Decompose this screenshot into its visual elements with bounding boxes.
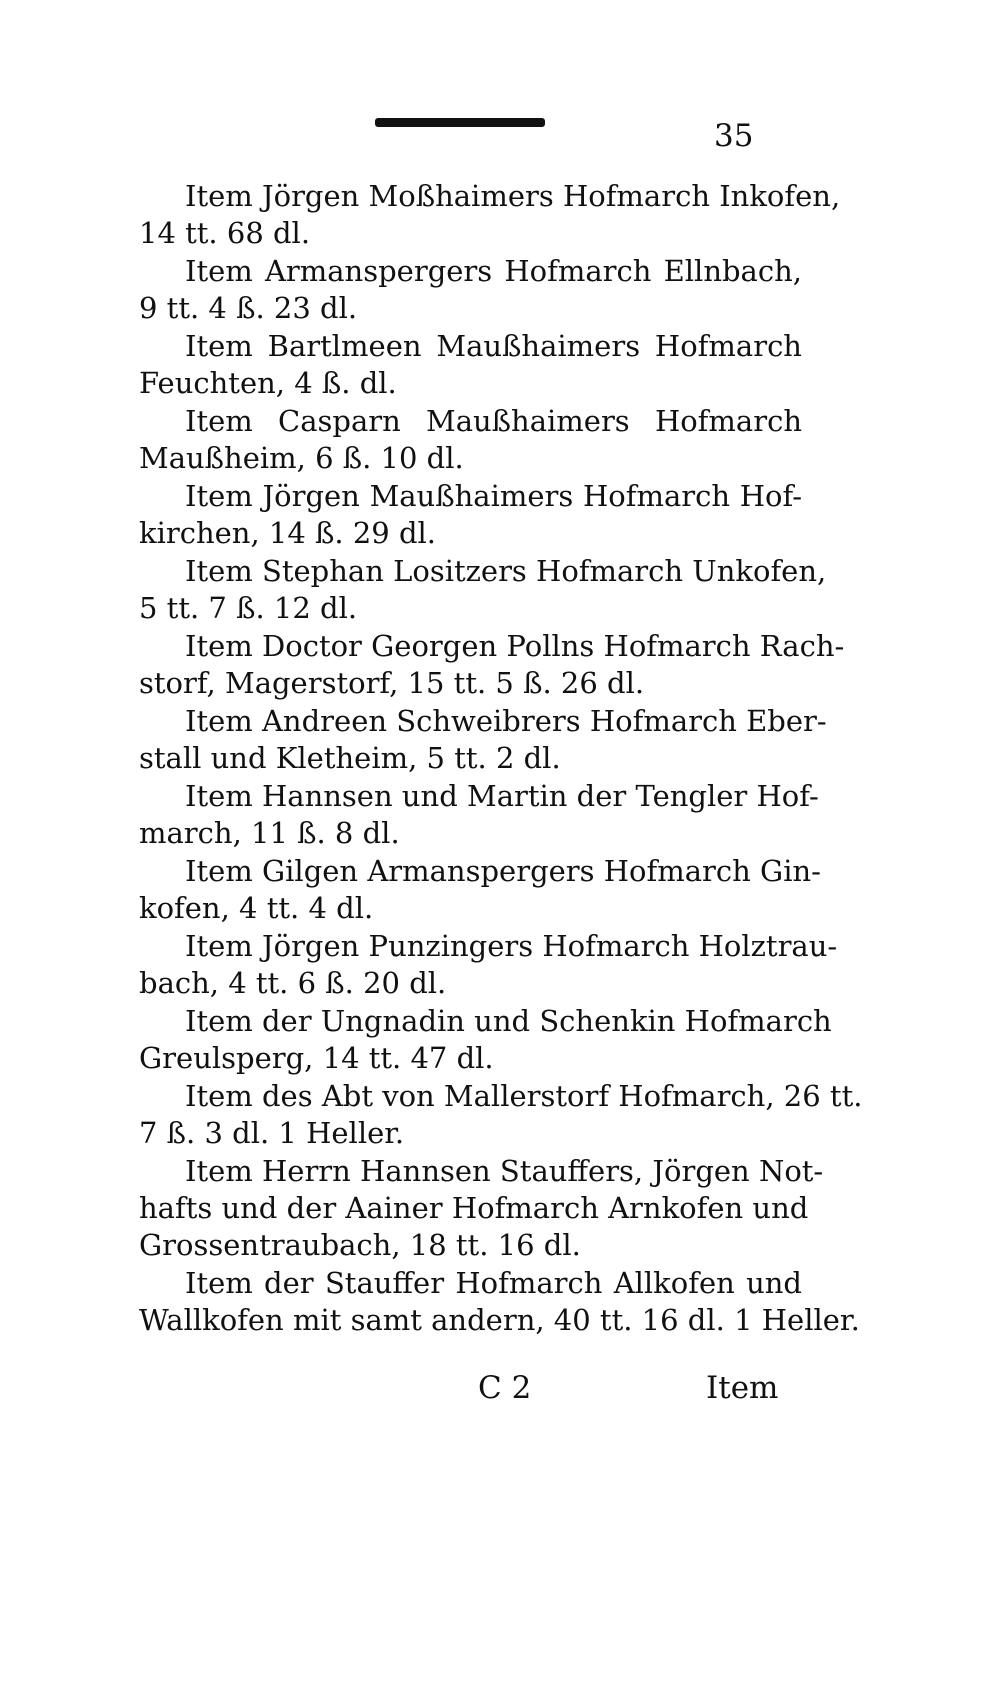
entry-line: Item Jörgen Moßhaimers Hofmarch Inkofen, (185, 179, 841, 213)
entry-line: Item Stephan Lositzers Hofmarch Unkofen, (185, 554, 827, 588)
entry (139, 853, 821, 927)
entry (139, 1003, 832, 1077)
entry-line: Item der Ungnadin und Schenkin Hofmarch (185, 1004, 832, 1038)
entry (139, 628, 845, 702)
entry (139, 1153, 824, 1264)
entry-line: Item der Stauffer Hofmarch Allkofen und (185, 1266, 802, 1300)
page-number: 35 (714, 118, 754, 154)
entry (139, 928, 838, 1002)
entry (139, 778, 819, 852)
entry (139, 178, 841, 252)
entry-line: bach, 4 tt. 6 ß. 20 dl. (139, 966, 447, 1000)
entry-line: Item Armanspergers Hofmarch Ellnbach, (185, 254, 802, 288)
catchword: Item (706, 1370, 779, 1406)
entry (139, 253, 802, 327)
entry-line: stall und Kletheim, 5 tt. 2 dl. (139, 741, 561, 775)
entry-line: Item Herrn Hannsen Stauffers, Jörgen Not- (185, 1154, 824, 1188)
entry-line: kirchen, 14 ß. 29 dl. (139, 516, 437, 550)
entry-line: Wallkofen mit samt andern, 40 tt. 16 dl. 1 Heller. (139, 1303, 860, 1337)
entry-line: Item Andreen Schweibrers Hofmarch Eber- (185, 704, 827, 738)
entry (139, 478, 802, 552)
entry-line: Item Jörgen Punzingers Hofmarch Holztrau- (185, 929, 838, 963)
entry-line: 9 tt. 4 ß. 23 dl. (139, 291, 358, 325)
header-rule (375, 118, 545, 127)
entry (139, 1078, 863, 1152)
page-footer (0, 1370, 1000, 1410)
entry-line: Grossentraubach, 18 tt. 16 dl. (139, 1228, 581, 1262)
entry-line: Item Casparn Maußhaimers Hofmarch (185, 404, 802, 438)
signature-mark: C 2 (478, 1370, 532, 1406)
entry-line: Item Doctor Georgen Pollns Hofmarch Rach- (185, 629, 845, 663)
entry-line: Item Hannsen und Martin der Tengler Hof- (185, 779, 819, 813)
entry-line: kofen, 4 tt. 4 dl. (139, 891, 374, 925)
entry-line: march, 11 ß. 8 dl. (139, 816, 400, 850)
entry-line: Greulsperg, 14 tt. 47 dl. (139, 1041, 494, 1075)
entry (139, 403, 802, 477)
entry-line: 14 tt. 68 dl. (139, 216, 311, 250)
entry-line: Item Bartlmeen Maußhaimers Hofmarch (185, 329, 802, 363)
text-body (139, 178, 863, 1340)
entry-line: Item des Abt von Mallerstorf Hofmarch, 26 tt. (185, 1079, 863, 1113)
entry-line: Maußheim, 6 ß. 10 dl. (139, 441, 464, 475)
entry (139, 1265, 860, 1339)
entry (139, 703, 827, 777)
entry-line: Item Jörgen Maußhaimers Hofmarch Hof- (185, 479, 802, 513)
entry (139, 553, 827, 627)
entry (139, 328, 802, 402)
entry-line: 5 tt. 7 ß. 12 dl. (139, 591, 358, 625)
entry-line: 7 ß. 3 dl. 1 Heller. (139, 1116, 405, 1150)
entry-line: Item Gilgen Armanspergers Hofmarch Gin- (185, 854, 821, 888)
entry-line: storf, Magerstorf, 15 tt. 5 ß. 26 dl. (139, 666, 645, 700)
entry-line: hafts und der Aainer Hofmarch Arnkofen und (139, 1191, 809, 1225)
entry-line: Feuchten, 4 ß. dl. (139, 366, 397, 400)
